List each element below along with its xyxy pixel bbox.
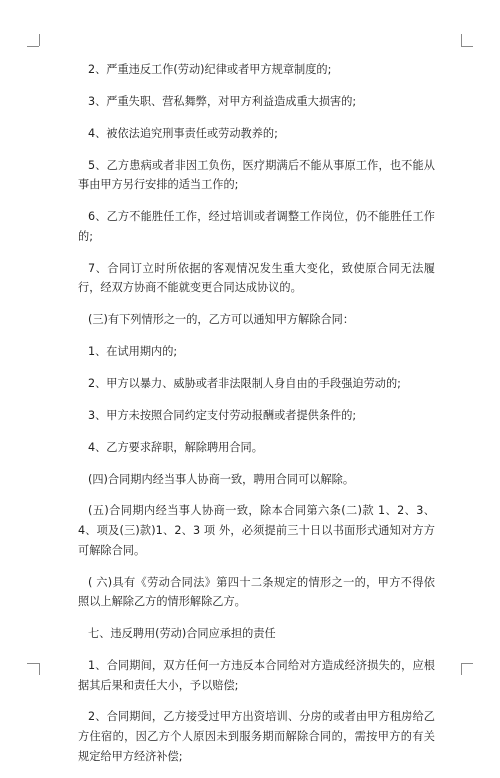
section-four-paragraph: (四)合同期内经当事人协商一致，聘用合同可以解除。 — [88, 472, 355, 486]
paragraph-s3-item-2: 2、甲方以暴力、威胁或者非法限制人身自由的手段强迫劳动的; — [88, 376, 401, 390]
paragraph-s7-item-1: 1、合同期间，双方任何一方违反本合同给对方造成经济损失的，应根据其后果和责任大小，予以赔偿; — [78, 658, 435, 692]
paragraph-s7-item-2: 2、合同期间，乙方接受过甲方出资培训、分房的或者由甲方租房给乙方住宿的，因乙方个人原因未到服务期而解除合同的，需按甲方的有关规定给甲方经济补偿; — [78, 710, 435, 763]
paragraph-item-3: 3、严重失职、营私舞弊，对甲方利益造成重大损害的; — [88, 94, 357, 108]
section-six-paragraph: ( 六)具有《劳动合同法》第四十二条规定的情形之一的，甲方不得依照以上解除乙方的情形解除乙方。 — [78, 575, 435, 609]
paragraph-s3-item-1: 1、在试用期内的; — [88, 345, 178, 359]
paragraph-item-7: 7、合同订立时所依据的客观情况发生重大变化，致使原合同无法履行，经双方协商不能就变更合同达成协议的。 — [78, 261, 435, 295]
section-three-heading: (三)有下列情形之一的，乙方可以通知甲方解除合同： — [88, 313, 355, 327]
paragraph-s3-item-3: 3、甲方未按照合同约定支付劳动报酬或者提供条件的; — [88, 408, 357, 422]
section-seven-heading: 七、违反聘用(劳动)合同应承担的责任 — [88, 627, 276, 641]
paragraph-item-2: 2、严重违反工作(劳动)纪律或者甲方规章制度的; — [88, 63, 332, 76]
paragraph-item-4: 4、被依法追究刑事责任或劳动教养的; — [88, 126, 278, 140]
section-five-paragraph: (五)合同期内经当事人协商一致，除本合同第六条(二)款 1、2、3、4、项及(三)款)1、2、3 项 外，必须提前三十日以书面形式通知对方方可解除合同。 — [78, 504, 435, 557]
paragraph-item-6: 6、乙方不能胜任工作，经过培训或者调整工作岗位，仍不能胜任工作的; — [78, 210, 435, 243]
paragraph-item-5: 5、乙方患病或者非因工负伤，医疗期满后不能从事原工作，也不能从事由甲方另行安排的适当工作的; — [78, 158, 435, 192]
document-body — [78, 60, 435, 778]
paragraph-s3-item-4: 4、乙方要求辞职，解除聘用合同。 — [88, 440, 263, 454]
